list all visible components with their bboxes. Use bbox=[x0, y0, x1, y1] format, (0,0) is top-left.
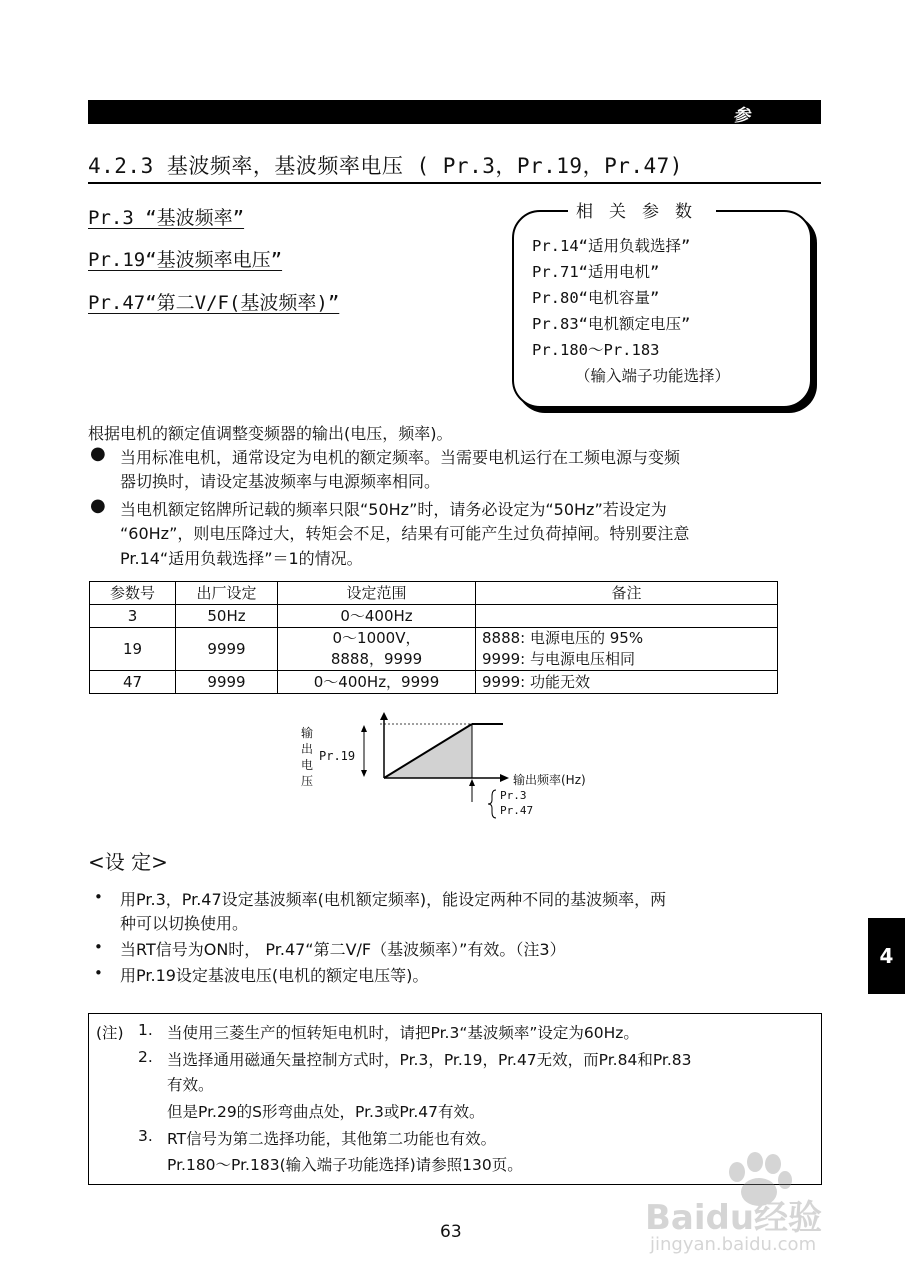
table-cell bbox=[476, 628, 778, 671]
header-title-left: 参 bbox=[733, 106, 750, 126]
graph-x-label: 输出频率(Hz) bbox=[513, 773, 586, 787]
parameter-table bbox=[89, 581, 778, 694]
note-number: 3. bbox=[138, 1127, 153, 1145]
param-heading-pr3: Pr.3 “基波频率” bbox=[88, 207, 245, 229]
graph-y-label-char: 压 bbox=[301, 774, 314, 788]
graph-y-label-char: 输 bbox=[301, 726, 314, 740]
table-cell: 0～400Hz bbox=[278, 605, 476, 628]
watermark-brand: Baidu经验 bbox=[645, 1198, 823, 1238]
setting-bullet-line: 用Pr.19设定基波电压(电机的额定电压等)。 bbox=[120, 966, 429, 985]
graph-y-label bbox=[301, 725, 313, 789]
table-cell: 3 bbox=[90, 605, 176, 628]
table-cell: 50Hz bbox=[176, 605, 278, 628]
intro-bullet-line: “60Hz”，则电压降过大，转矩会不足，结果有可能产生过负荷掉闸。特别要注意 bbox=[120, 524, 690, 543]
graph-y-label-char: 电 bbox=[301, 758, 314, 772]
table-cell: 47 bbox=[90, 671, 176, 694]
intro-line: 根据电机的额定值调整变频器的输出(电压，频率)。 bbox=[88, 424, 453, 443]
graph-y-marker: Pr.19 bbox=[319, 749, 356, 763]
table-header: 出厂设定 bbox=[176, 582, 278, 605]
note-line: Pr.180～Pr.183(输入端子功能选择)请参照130页。 bbox=[167, 1156, 523, 1174]
table-cell-line: 0～1000V， bbox=[332, 629, 421, 647]
note-line: 但是Pr.29的S形弯曲点处，Pr.3或Pr.47有效。 bbox=[167, 1103, 485, 1121]
intro-bullet-line: 当用标准电机，通常设定为电机的额定频率。当需要电机运行在工频电源与变频 bbox=[120, 448, 681, 467]
table-cell bbox=[278, 628, 476, 671]
related-item: Pr.83“电机额定电压” bbox=[532, 315, 691, 333]
table-cell: 9999: 功能无效 bbox=[476, 671, 778, 694]
related-item: Pr.71“适用电机” bbox=[532, 263, 660, 281]
table-row bbox=[90, 628, 778, 671]
bullet-dot-icon: ● bbox=[90, 495, 106, 516]
note-number: 2. bbox=[138, 1048, 153, 1066]
param-heading-pr47: Pr.47“第二V/F(基波频率)” bbox=[88, 292, 340, 314]
section-title: 4.2.3 基波频率，基波频率电压 ( Pr.3，Pr.19，Pr.47) bbox=[88, 154, 683, 178]
table-header: 参数号 bbox=[90, 582, 176, 605]
setting-heading: <设 定> bbox=[88, 850, 168, 874]
note-line: 当使用三菱生产的恒转矩电机时，请把Pr.3“基波频率”设定为60Hz。 bbox=[167, 1024, 639, 1042]
bullet-dot-icon: • bbox=[94, 888, 103, 906]
brace-icon bbox=[488, 790, 496, 818]
notes-prefix: (注) bbox=[96, 1024, 124, 1042]
graph-x-marker: Pr.47 bbox=[500, 804, 534, 817]
table-header: 设定范围 bbox=[278, 582, 476, 605]
setting-bullet-line: 用Pr.3，Pr.47设定基波频率(电机额定频率)，能设定两种不同的基波频率，两 bbox=[120, 890, 667, 909]
table-row bbox=[90, 671, 778, 694]
related-item: Pr.14“适用负载选择” bbox=[532, 237, 691, 255]
dimension-arrow-icon bbox=[361, 725, 367, 732]
related-params-title: 相关参数 bbox=[568, 197, 716, 222]
setting-bullet-line: 当RT信号为ON时， Pr.47“第二V/F（基波频率）”有效。（注3） bbox=[120, 940, 566, 959]
table-header-row bbox=[90, 582, 778, 605]
vf-graph bbox=[290, 712, 610, 824]
header-bar bbox=[88, 100, 857, 126]
note-number: 1. bbox=[138, 1021, 153, 1039]
table-cell bbox=[476, 605, 778, 628]
page-number: 63 bbox=[440, 1222, 462, 1242]
bullet-dot-icon: ● bbox=[90, 443, 106, 464]
setting-bullet-line: 种可以切换使用。 bbox=[120, 914, 249, 933]
graph-y-label-char: 出 bbox=[301, 742, 314, 756]
param-heading-pr19: Pr.19“基波频率电压” bbox=[88, 249, 283, 271]
y-axis-arrow-icon bbox=[380, 712, 388, 720]
related-item: Pr.80“电机容量” bbox=[532, 289, 660, 307]
graph-x-marker: Pr.3 bbox=[500, 789, 527, 802]
table-cell: 0～400Hz，9999 bbox=[278, 671, 476, 694]
note-line: RT信号为第二选择功能，其他第二功能也有效。 bbox=[167, 1130, 497, 1148]
table-header: 备注 bbox=[476, 582, 778, 605]
table-cell: 9999 bbox=[176, 628, 278, 671]
x-marker-arrow-icon bbox=[469, 779, 475, 786]
note-line: 当选择通用磁通矢量控制方式时，Pr.3，Pr.19，Pr.47无效，而Pr.84和Pr.83 bbox=[167, 1051, 692, 1069]
table-cell-line: 9999: 与电源电压相同 bbox=[482, 650, 635, 668]
note-line: 有效。 bbox=[167, 1076, 214, 1094]
intro-bullet-line: Pr.14“适用负载选择”＝1的情况。 bbox=[120, 549, 363, 568]
intro-bullet-line: 器切换时，请设定基波频率与电源频率相同。 bbox=[120, 472, 441, 491]
table-cell-line: 8888: 电源电压的 95% bbox=[482, 629, 644, 647]
related-item: （输入端子功能选择） bbox=[575, 367, 731, 385]
header-title-right: 数 bbox=[840, 106, 857, 126]
baidu-watermark bbox=[645, 1150, 875, 1260]
bullet-dot-icon: • bbox=[94, 964, 103, 982]
bullet-dot-icon: • bbox=[94, 938, 103, 956]
table-cell-line: 8888，9999 bbox=[330, 650, 423, 668]
x-axis-arrow-icon bbox=[500, 774, 509, 782]
section-divider bbox=[88, 182, 821, 184]
table-row bbox=[90, 605, 778, 628]
table-cell: 19 bbox=[90, 628, 176, 671]
table-cell: 9999 bbox=[176, 671, 278, 694]
watermark-url: jingyan.baidu.com bbox=[650, 1234, 817, 1255]
related-item: Pr.180～Pr.183 bbox=[532, 341, 660, 359]
dimension-arrow-icon bbox=[361, 770, 367, 777]
chapter-tab: 4 bbox=[868, 918, 905, 994]
intro-bullet-line: 当电机额定铭牌所记载的频率只限“50Hz”时，请务必设定为“50Hz”若设定为 bbox=[120, 500, 667, 519]
